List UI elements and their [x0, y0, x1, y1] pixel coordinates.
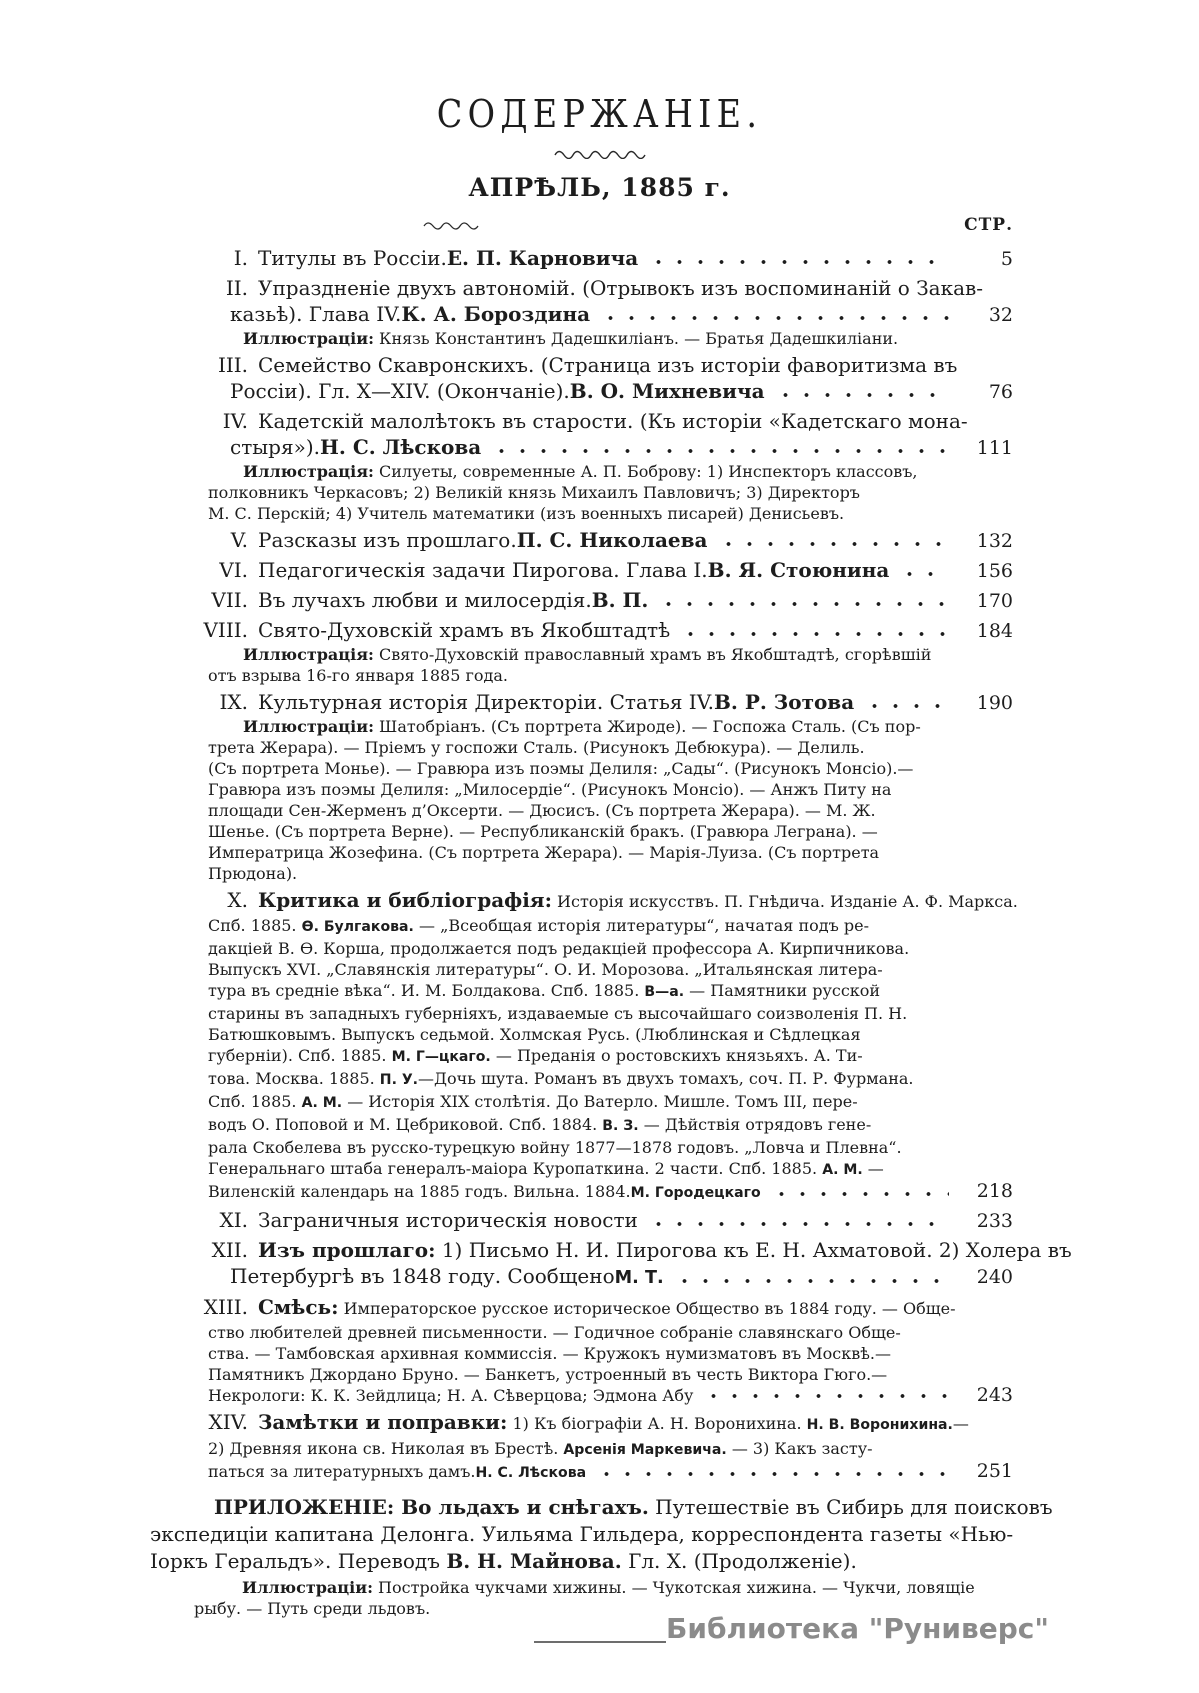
- page-number: 170: [976, 590, 1013, 612]
- text-segment: Прюдона).: [208, 864, 298, 883]
- text-segment: рыбу. — Путь среди льдовъ.: [194, 1599, 431, 1618]
- text-segment: Батюшковымъ. Выпускъ седьмой. Холмская Русь. (Люблинская и Сѣдлецкая: [208, 1025, 861, 1044]
- entry-line: [208, 887, 1018, 915]
- entry-number: VI.: [219, 558, 248, 582]
- entry-line: [208, 1114, 1013, 1137]
- entry-line: [230, 1263, 1013, 1291]
- text-segment: Замѣтки и поправки:: [258, 1410, 508, 1434]
- text-segment: Свято-Духовскій храмъ въ Якобштадтѣ: [258, 618, 671, 642]
- entry-line: [230, 301, 1013, 328]
- text-segment: ства. — Тамбовская архивная коммиссія. — Кружокъ нумизматовъ въ Москвѣ.—: [208, 1344, 891, 1363]
- toc-entry: [150, 245, 1199, 272]
- entry-body: [208, 1409, 1013, 1484]
- dot-leader: [648, 253, 949, 272]
- text-segment: водъ О. Поповой и М. Цебриковой. Спб. 1884.: [208, 1115, 603, 1134]
- text-segment: — Исторія XIX столѣтія. До Ватерло. Мишле. Томъ III, пере-: [342, 1092, 858, 1111]
- entry-line: [230, 557, 1013, 584]
- text-segment: 1) Письмо Н. И. Пирогова къ Е. Н. Ахматовой. 2) Холера въ: [435, 1238, 1072, 1262]
- toc-entry: [150, 689, 1199, 884]
- entry-line: [208, 1003, 1013, 1024]
- entry-body: [208, 1294, 1013, 1406]
- squiggle-ornament-narrow: [422, 221, 482, 230]
- entry-line: [208, 1024, 1013, 1045]
- entry-line: [208, 758, 953, 779]
- text-segment: (Съ портрета Монье). — Гравюра изъ поэмы Делиля: „Сады“. (Рисунокъ Монсіо).—: [208, 759, 914, 778]
- dot-leader: [600, 309, 949, 328]
- toc-entry: [150, 408, 1199, 524]
- entry-line: [208, 821, 953, 842]
- text-segment: ПРИЛОЖЕНІЕ: Во льдахъ и снѣгахъ.: [214, 1495, 649, 1519]
- text-segment: Виленскій календарь на 1885 годъ. Вильна. 1884.: [208, 1182, 631, 1201]
- text-segment: Заграничныя историческія новости: [258, 1208, 638, 1232]
- entry-body: [208, 887, 1018, 1204]
- page-number: 243: [976, 1384, 1013, 1406]
- page-number: 233: [976, 1210, 1013, 1232]
- page-number: 240: [976, 1266, 1013, 1288]
- library-watermark: Библиотека "Руниверс": [665, 1612, 1049, 1645]
- entry-line: [208, 1045, 1013, 1068]
- entry-line: [230, 617, 1013, 644]
- entry-line: [230, 434, 1013, 461]
- entry-line: [208, 665, 953, 686]
- page-number: 111: [976, 437, 1013, 459]
- illustration-note: [208, 328, 953, 349]
- end-rule-divider: [534, 1641, 666, 1643]
- text-segment: М. Т.: [614, 1268, 664, 1288]
- text-segment: М. Городецкаго: [630, 1185, 761, 1201]
- text-segment: Некрологи: К. К. Зейдлица; Н. А. Сѣверцова; Эдмона Абу: [208, 1386, 694, 1405]
- text-segment: В. П.: [591, 588, 649, 612]
- entry-line: [230, 408, 1013, 434]
- text-segment: това. Москва. 1885.: [208, 1069, 380, 1088]
- text-segment: Иллюстраціи:: [242, 1578, 373, 1597]
- entry-number: X.: [227, 888, 248, 912]
- entry-number: XI.: [219, 1208, 248, 1232]
- text-segment: —: [862, 1159, 884, 1178]
- entry-body: [208, 689, 1013, 884]
- text-segment: Генеральнаго штаба генералъ-маіора Куропаткина. 2 части. Спб. 1885.: [208, 1159, 823, 1178]
- entry-line: [230, 275, 1013, 301]
- text-segment: —Дочь шута. Романъ въ двухъ томахъ, соч. П. Р. Фурмана.: [418, 1069, 914, 1088]
- text-segment: губерніи). Спб. 1885.: [208, 1046, 392, 1065]
- entry-line: [208, 842, 953, 863]
- entry-number: VIII.: [203, 618, 248, 642]
- entry-number: XII.: [211, 1238, 248, 1262]
- entry-line: [230, 527, 1013, 554]
- text-segment: — „Всеобщая исторія литературы“, начатая подъ ре-: [413, 916, 869, 935]
- text-segment: Спб. 1885.: [208, 1092, 302, 1111]
- text-segment: В—а.: [644, 984, 685, 1000]
- toc-entry: [150, 1294, 1199, 1406]
- text-segment: Иллюстраціи:: [243, 329, 374, 348]
- entry-line: [208, 1294, 1013, 1322]
- entry-line: [208, 800, 953, 821]
- entry-line: [230, 587, 1013, 614]
- text-segment: Спб. 1885.: [208, 916, 302, 935]
- text-segment: Императорское русское историческое Общество въ 1884 году. — Обще-: [338, 1299, 956, 1318]
- entry-line: [208, 716, 953, 737]
- text-segment: Ѳ. Булгакова.: [301, 919, 414, 935]
- text-segment: В. З.: [602, 1118, 639, 1134]
- text-segment: Россіи). Гл. X—XIV. (Окончаніе).: [230, 379, 570, 403]
- page-title: СОДЕРЖАНІЕ.: [436, 92, 763, 136]
- entry-line: [208, 980, 1013, 1003]
- text-segment: — 3) Какъ засту-: [726, 1439, 873, 1458]
- text-segment: Кадетскій малолѣтокъ въ старости. (Къ исторіи «Кадетскаго мона-: [258, 409, 968, 433]
- text-segment: Іоркъ Геральдъ». Переводъ: [150, 1549, 447, 1573]
- table-of-contents: [150, 245, 1199, 1484]
- text-segment: Н. С. Лѣскова: [320, 435, 482, 459]
- page-number: 32: [988, 304, 1013, 326]
- text-segment: П. У.: [379, 1072, 419, 1088]
- text-segment: В. Я. Стоюнина: [707, 558, 890, 582]
- text-segment: Исторія искусствъ. П. Гнѣдича. Изданіе А. Ф. Маркса.: [551, 892, 1018, 911]
- text-segment: Арсенія Маркевича.: [563, 1442, 727, 1458]
- entry-number: IX.: [219, 690, 248, 714]
- entry-line: [230, 1237, 1072, 1263]
- text-segment: Культурная исторія Директоріи. Статья IV.: [258, 690, 715, 714]
- text-segment: — Дѣйствія отрядовъ гене-: [638, 1115, 872, 1134]
- entry-line: [150, 1548, 1050, 1575]
- entry-number: I.: [233, 246, 248, 270]
- toc-entry: [150, 887, 1199, 1204]
- dot-leader: [864, 697, 949, 716]
- text-segment: старины въ западныхъ губерніяхъ, издаваемые съ высочайшаго соизволенія П. Н.: [208, 1004, 908, 1023]
- page-header: [0, 92, 1199, 237]
- text-segment: Критика и библіографія:: [258, 888, 552, 912]
- entry-line: [230, 245, 1013, 272]
- entry-line: [230, 1207, 1013, 1234]
- page-number: 132: [976, 530, 1013, 552]
- text-segment: Памятникъ Джордано Бруно. — Банкетъ, устроенный въ честь Виктора Гюго.—: [208, 1365, 888, 1384]
- page-number: 184: [976, 620, 1013, 642]
- squiggle-ornament-wide: [553, 149, 647, 159]
- dot-leader: [674, 1272, 949, 1291]
- entry-number: V.: [230, 528, 248, 552]
- text-segment: рала Скобелева въ русско-турецкую войну 1877—1878 годовъ. „Ловча и Плевна“.: [208, 1138, 902, 1157]
- entry-line: [208, 1461, 1013, 1484]
- text-segment: К. А. Бороздина: [401, 302, 591, 326]
- text-segment: Титулы въ Россіи.: [258, 246, 447, 270]
- entry-line: [208, 1438, 1013, 1461]
- entry-line: [208, 737, 953, 758]
- text-segment: М. Г—цкаго.: [391, 1049, 491, 1065]
- page-number: 190: [976, 692, 1013, 714]
- entry-body: [208, 408, 1013, 524]
- text-segment: В. Н. Майнова.: [446, 1549, 622, 1573]
- entry-line: [208, 482, 953, 503]
- entry-line: [208, 959, 1013, 980]
- text-segment: Путешествіе въ Сибирь для поисковъ: [648, 1495, 1053, 1519]
- page-number: 5: [1000, 248, 1013, 270]
- text-segment: — Преданія о ростовскихъ князьяхъ. А. Ти-: [490, 1046, 863, 1065]
- text-segment: А. М.: [301, 1095, 343, 1111]
- text-segment: дакціей В. Ѳ. Корша, продолжается подъ редакціей профессора А. Кирпичникова.: [208, 939, 910, 958]
- toc-entry: [150, 275, 1199, 349]
- dot-leader: [596, 1465, 949, 1484]
- text-segment: Н. С. Лѣскова: [475, 1465, 587, 1481]
- dot-leader: [648, 1215, 949, 1234]
- entry-line: [150, 1521, 1050, 1548]
- page-number: 218: [976, 1180, 1013, 1202]
- page-column-label: СТР.: [964, 215, 1013, 235]
- dot-leader: [680, 625, 949, 644]
- dot-leader: [703, 1387, 949, 1406]
- entry-number: II.: [225, 276, 248, 300]
- text-segment: Упраздненіе двухъ автономій. (Отрывокъ изъ воспоминаній о Закав-: [258, 276, 984, 300]
- text-segment: Е. П. Карновича: [446, 246, 639, 270]
- entry-line: [208, 1385, 1013, 1406]
- toc-entry: [150, 527, 1199, 554]
- text-segment: Гравюра изъ поэмы Делиля: „Милосердіе“. (Рисунокъ Монсіо). — Анжъ Питу на: [208, 780, 892, 799]
- text-segment: Изъ прошлаго:: [258, 1238, 436, 1262]
- illustration-note: [208, 716, 953, 884]
- entry-body: [230, 527, 1013, 554]
- text-segment: Н. В. Воронихина.: [806, 1417, 953, 1433]
- entry-body: [230, 587, 1013, 614]
- entry-line: [208, 915, 1013, 938]
- entry-line: [208, 1091, 1013, 1114]
- entry-body: [230, 1237, 1072, 1291]
- dot-leader: [491, 442, 949, 461]
- entry-line: [208, 1158, 1013, 1181]
- page-number: 251: [976, 1460, 1013, 1482]
- text-segment: ство любителей древней письменности. — Годичное собраніе славянскаго Обще-: [208, 1323, 901, 1342]
- text-segment: Смѣсь:: [258, 1295, 339, 1319]
- entry-line: [208, 1181, 1013, 1204]
- toc-entry: [150, 352, 1199, 405]
- text-segment: Иллюстраціи:: [243, 717, 374, 736]
- entry-line: [208, 1409, 1013, 1438]
- entry-line: [208, 779, 953, 800]
- entry-line: [150, 1494, 1053, 1521]
- text-segment: отъ взрыва 16-го января 1885 года.: [208, 666, 508, 685]
- dot-leader: [775, 386, 949, 405]
- entry-line: [208, 1343, 1013, 1364]
- text-segment: П. С. Николаева: [516, 528, 708, 552]
- entry-number: III.: [217, 353, 248, 377]
- entry-number: XIII.: [203, 1295, 248, 1319]
- issue-title: АПРѢЛЬ, 1885 г.: [468, 173, 731, 202]
- entry-line: [208, 503, 953, 524]
- text-segment: Иллюстрація:: [243, 645, 374, 664]
- entry-line: [230, 352, 1013, 378]
- text-segment: Князь Константинъ Дадешкиліанъ. — Братья Дадешкиліани.: [373, 329, 899, 348]
- text-segment: Разсказы изъ прошлаго.: [258, 528, 517, 552]
- text-segment: Въ лучахъ любви и милосердія.: [258, 588, 592, 612]
- entry-line: [208, 863, 953, 884]
- entry-number: XIV.: [208, 1410, 248, 1434]
- page-number: 76: [988, 381, 1013, 403]
- text-segment: Семейство Скавронскихъ. (Страница изъ исторіи фаворитизма въ: [258, 353, 958, 377]
- illustration-note: [208, 461, 953, 524]
- column-header-row: [0, 213, 1199, 237]
- entry-body: [230, 1207, 1013, 1234]
- toc-entry: [150, 1207, 1199, 1234]
- entry-body: [230, 557, 1013, 584]
- text-segment: Педагогическія задачи Пирогова. Глава I.: [258, 558, 708, 582]
- entry-body: [230, 245, 1013, 272]
- toc-entry: [150, 557, 1199, 584]
- entry-line: [208, 461, 953, 482]
- entry-line: [208, 938, 1013, 959]
- text-segment: Выпускъ XVI. „Славянскія литературы“. О. И. Морозова. „Итальянская литера-: [208, 960, 883, 979]
- text-segment: стыря»).: [230, 435, 320, 459]
- entry-line: [208, 328, 953, 349]
- dot-leader: [658, 595, 949, 614]
- entry-line: [208, 1364, 1013, 1385]
- text-segment: 1) Къ біографіи А. Н. Воронихина.: [507, 1414, 807, 1433]
- toc-entry: [150, 1237, 1199, 1291]
- text-segment: В. О. Михневича: [569, 379, 765, 403]
- text-segment: экспедиціи капитана Делонга. Уильяма Гильдера, корреспондента газеты «Нью-: [150, 1522, 1014, 1546]
- text-segment: А. М.: [822, 1162, 863, 1178]
- illustration-note: [208, 644, 953, 686]
- toc-entry: [150, 617, 1199, 686]
- text-segment: трета Жерара). — Пріемъ у госпожи Сталь. (Рисунокъ Дебюкура). — Делиль.: [208, 738, 865, 757]
- dot-leader: [718, 535, 949, 554]
- text-segment: Гл. X. (Продолженіе).: [621, 1549, 857, 1573]
- text-segment: В. Р. Зотова: [714, 690, 855, 714]
- text-segment: — Памятники русской: [684, 981, 881, 1000]
- text-segment: площади Сен-Жерменъ д’Оксерти. — Дюсисъ. (Съ портрета Жерара). — М. Ж.: [208, 801, 876, 820]
- dot-leader: [899, 565, 949, 584]
- entry-line: [208, 1137, 1013, 1158]
- entry-line: [208, 644, 953, 665]
- text-segment: —: [952, 1414, 969, 1433]
- text-segment: Иллюстрація:: [243, 462, 374, 481]
- entry-line: [208, 1322, 1013, 1343]
- entry-line: [230, 689, 1013, 716]
- appendix-paragraph: [150, 1494, 1053, 1619]
- entry-number: IV.: [222, 409, 248, 433]
- dot-leader: [771, 1185, 949, 1204]
- text-segment: 2) Древняя икона св. Николая въ Брестѣ.: [208, 1439, 564, 1458]
- text-segment: паться за литературныхъ дамъ.: [208, 1462, 476, 1481]
- toc-entry: [150, 587, 1199, 614]
- entry-line: [230, 378, 1013, 405]
- text-segment: Постройка чукчами хижины. — Чукотская хижина. — Чукчи, ловящіе: [372, 1578, 975, 1597]
- entry-number: VII.: [211, 588, 248, 612]
- text-segment: М. С. Перскій; 4) Учитель математики (изъ военныхъ писарей) Денисьевъ.: [208, 504, 845, 523]
- text-segment: Шенье. (Съ портрета Верне). — Республиканскій бракъ. (Гравюра Леграна). —: [208, 822, 878, 841]
- text-segment: Силуеты, современные А. П. Боброву: 1) Инспекторъ классовъ,: [373, 462, 918, 481]
- text-segment: тура въ средніе вѣка“. И. М. Болдакова. Спб. 1885.: [208, 981, 645, 1000]
- text-segment: Петербургѣ въ 1848 году. Сообщено: [230, 1264, 615, 1288]
- text-segment: Свято-Духовскій православный храмъ въ Якобштадтѣ, сгорѣвшій: [373, 645, 932, 664]
- page-number: 156: [976, 560, 1013, 582]
- toc-entry: [150, 1409, 1199, 1484]
- text-segment: Императрица Жозефина. (Съ портрета Жерара). — Марія-Луиза. (Съ портрета: [208, 843, 880, 862]
- entry-line: [194, 1577, 1050, 1598]
- entry-body: [230, 275, 1013, 349]
- text-segment: Шатобріанъ. (Съ портрета Жироде). — Госпожа Сталь. (Съ пор-: [373, 717, 921, 736]
- entry-body: [230, 352, 1013, 405]
- entry-line: [208, 1068, 1013, 1091]
- text-segment: полковникъ Черкасовъ; 2) Великій князь Михаилъ Павловичъ; 3) Директоръ: [208, 483, 860, 502]
- text-segment: казьѣ). Глава IV.: [230, 302, 402, 326]
